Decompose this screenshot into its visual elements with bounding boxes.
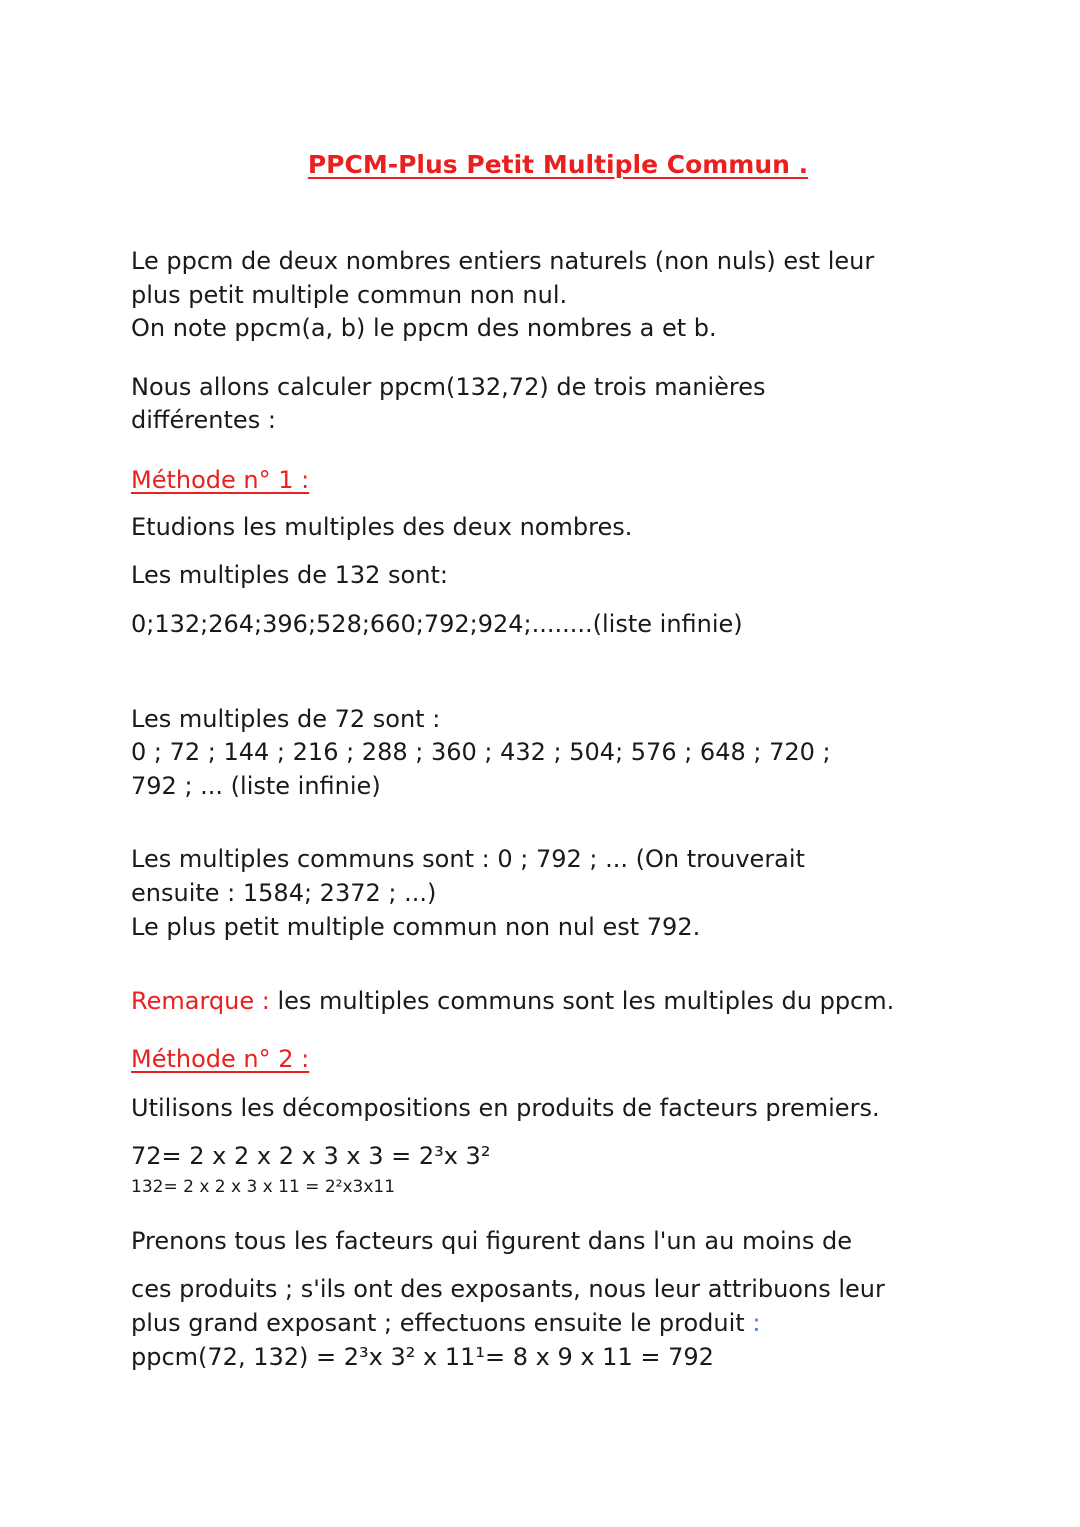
- remark-text: les multiples communs sont les multiples du ppcm.: [269, 987, 895, 1015]
- remark-label: Remarque: [131, 987, 255, 1015]
- method-2-heading: Méthode n° 2 :: [131, 1045, 310, 1073]
- method-2-take-line-3-colon: :: [752, 1309, 761, 1337]
- decomposition-72: 72= 2 x 2 x 2 x 3 x 3 = 2³x 3²: [131, 1142, 491, 1170]
- remark-colon: :: [261, 987, 270, 1015]
- page-title: PPCM-Plus Petit Multiple Commun .: [307, 150, 809, 179]
- intro-line-2: plus petit multiple commun non nul.: [131, 281, 568, 309]
- ppcm-result: ppcm(72, 132) = 2³x 3² x 11¹= 8 x 9 x 11 = 792: [131, 1343, 714, 1371]
- multiples-72-list-1: 0 ; 72 ; 144 ; 216 ; 288 ; 360 ; 432 ; 504; 576 ; 648 ; 720 ;: [131, 738, 831, 766]
- method-2-take-line-1: Prenons tous les facteurs qui figurent dans l'un au moins de: [131, 1227, 853, 1255]
- method-2-take-line-3-text: plus grand exposant ; effectuons ensuite le produit: [131, 1309, 745, 1337]
- intro-line-1: Le ppcm de deux nombres entiers naturels (non nuls) est leur: [131, 247, 875, 275]
- method-2-intro: Utilisons les décompositions en produits de facteurs premiers.: [131, 1094, 880, 1122]
- method-1-study: Etudions les multiples des deux nombres.: [131, 513, 633, 541]
- method-1-conclusion: Le plus petit multiple commun non nul est 792.: [131, 913, 701, 941]
- multiples-72-label: Les multiples de 72 sont :: [131, 705, 441, 733]
- multiples-132-label: Les multiples de 132 sont:: [131, 561, 448, 589]
- method-1-heading: Méthode n° 1 :: [131, 466, 310, 494]
- decomposition-132: 132= 2 x 2 x 3 x 11 = 2²x3x11: [131, 1177, 396, 1197]
- goal-line-1: Nous allons calculer ppcm(132,72) de trois manières: [131, 373, 766, 401]
- intro-line-3: On note ppcm(a, b) le ppcm des nombres a et b.: [131, 314, 717, 342]
- multiples-132-list: 0;132;264;396;528;660;792;924;........(liste infinie): [131, 610, 743, 638]
- common-multiples-line-1: Les multiples communs sont : 0 ; 792 ; ... (On trouverait: [131, 845, 805, 873]
- common-multiples-line-2: ensuite : 1584; 2372 ; ...): [131, 879, 437, 907]
- method-2-take-line-2: ces produits ; s'ils ont des exposants, nous leur attribuons leur: [131, 1275, 885, 1303]
- goal-line-2: différentes :: [131, 406, 276, 434]
- remark: [131, 985, 894, 1018]
- method-2-take-line-3: [131, 1307, 760, 1340]
- multiples-72-list-2: 792 ; ... (liste infinie): [131, 772, 381, 800]
